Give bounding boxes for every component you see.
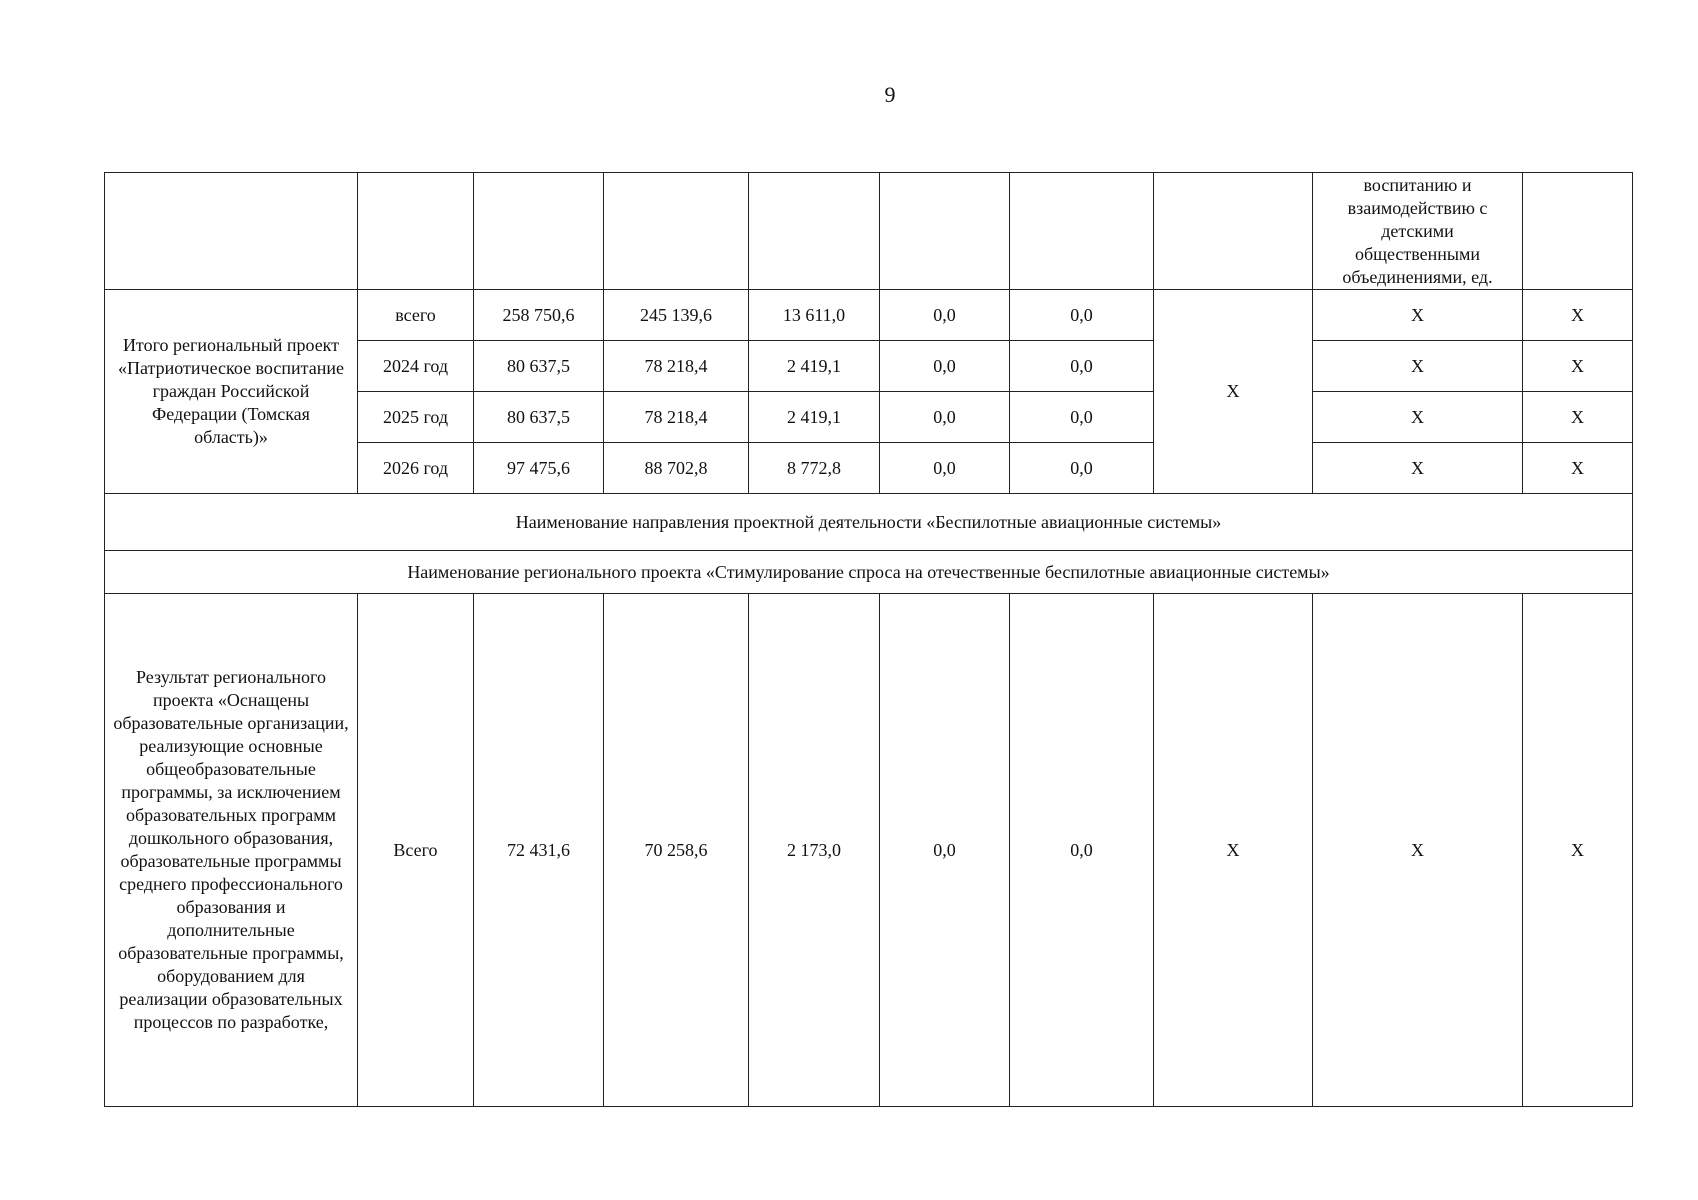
x-cell: X bbox=[1523, 443, 1633, 494]
other-cell: 0,0 bbox=[1010, 341, 1154, 392]
table-row bbox=[105, 594, 1633, 1107]
period-cell: 2025 год bbox=[358, 392, 474, 443]
other-cell: 0,0 bbox=[1010, 594, 1154, 1107]
other-cell: 0,0 bbox=[1010, 392, 1154, 443]
regional-cell: 2 419,1 bbox=[749, 341, 880, 392]
federal-cell: 70 258,6 bbox=[604, 594, 749, 1107]
result-name: Результат регионального проекта «Оснащены образовательные организации, реализующие основные общеобразовательные программы, за исключением образовательных программ дошкольного образования, образовательные программы среднего профессионального образования и дополнительные образовательные программы, оборудованием для реализации образовательных процессов по разработке, bbox=[105, 594, 358, 1107]
total-cell: 97 475,6 bbox=[474, 443, 604, 494]
federal-cell: 78 218,4 bbox=[604, 392, 749, 443]
period-cell: всего bbox=[358, 290, 474, 341]
municipal-cell: 0,0 bbox=[880, 290, 1010, 341]
other-cell: 0,0 bbox=[1010, 443, 1154, 494]
regional-cell: 8 772,8 bbox=[749, 443, 880, 494]
period-cell: 2026 год bbox=[358, 443, 474, 494]
total-project-name: Итого региональный проект «Патриотическое воспитание граждан Российской Федерации (Томская область)» bbox=[105, 290, 358, 494]
table-cell bbox=[880, 173, 1010, 290]
period-cell: Всего bbox=[358, 594, 474, 1107]
other-cell: 0,0 bbox=[1010, 290, 1154, 341]
table-row bbox=[105, 494, 1633, 551]
table-row bbox=[105, 173, 1633, 290]
period-cell: 2024 год bbox=[358, 341, 474, 392]
direction-heading: Наименование направления проектной деятельности «Беспилотные авиационные системы» bbox=[105, 494, 1633, 551]
total-cell: 258 750,6 bbox=[474, 290, 604, 341]
table-cell bbox=[474, 173, 604, 290]
x-cell: X bbox=[1313, 392, 1523, 443]
table-row bbox=[105, 551, 1633, 594]
municipal-cell: 0,0 bbox=[880, 392, 1010, 443]
table-cell bbox=[1523, 173, 1633, 290]
x-cell: X bbox=[1523, 594, 1633, 1107]
x-cell: X bbox=[1523, 392, 1633, 443]
x-cell: X bbox=[1523, 290, 1633, 341]
regional-cell: 2 419,1 bbox=[749, 392, 880, 443]
regional-cell: 13 611,0 bbox=[749, 290, 880, 341]
total-cell: 80 637,5 bbox=[474, 341, 604, 392]
merged-x-cell: X bbox=[1154, 290, 1313, 494]
x-cell: X bbox=[1313, 341, 1523, 392]
municipal-cell: 0,0 bbox=[880, 443, 1010, 494]
table-cell bbox=[358, 173, 474, 290]
x-cell: X bbox=[1313, 594, 1523, 1107]
total-cell: 72 431,6 bbox=[474, 594, 604, 1107]
municipal-cell: 0,0 bbox=[880, 594, 1010, 1107]
table-cell bbox=[1154, 173, 1313, 290]
x-cell: X bbox=[1154, 594, 1313, 1107]
federal-cell: 78 218,4 bbox=[604, 341, 749, 392]
regional-cell: 2 173,0 bbox=[749, 594, 880, 1107]
table-cell bbox=[1010, 173, 1154, 290]
total-cell: 80 637,5 bbox=[474, 392, 604, 443]
table-cell bbox=[105, 173, 358, 290]
x-cell: X bbox=[1313, 443, 1523, 494]
budget-table bbox=[104, 172, 1633, 1107]
federal-cell: 245 139,6 bbox=[604, 290, 749, 341]
table-row bbox=[105, 290, 1633, 341]
page-number: 9 bbox=[884, 82, 896, 107]
table-cell bbox=[749, 173, 880, 290]
x-cell: X bbox=[1313, 290, 1523, 341]
table-cell bbox=[604, 173, 749, 290]
indicator-fragment-cell: воспитанию и взаимодействию с детскими общественными объединениями, ед. bbox=[1313, 173, 1523, 290]
municipal-cell: 0,0 bbox=[880, 341, 1010, 392]
project-heading: Наименование регионального проекта «Стимулирование спроса на отечественные беспилотные авиационные системы» bbox=[105, 551, 1633, 594]
federal-cell: 88 702,8 bbox=[604, 443, 749, 494]
x-cell: X bbox=[1523, 341, 1633, 392]
